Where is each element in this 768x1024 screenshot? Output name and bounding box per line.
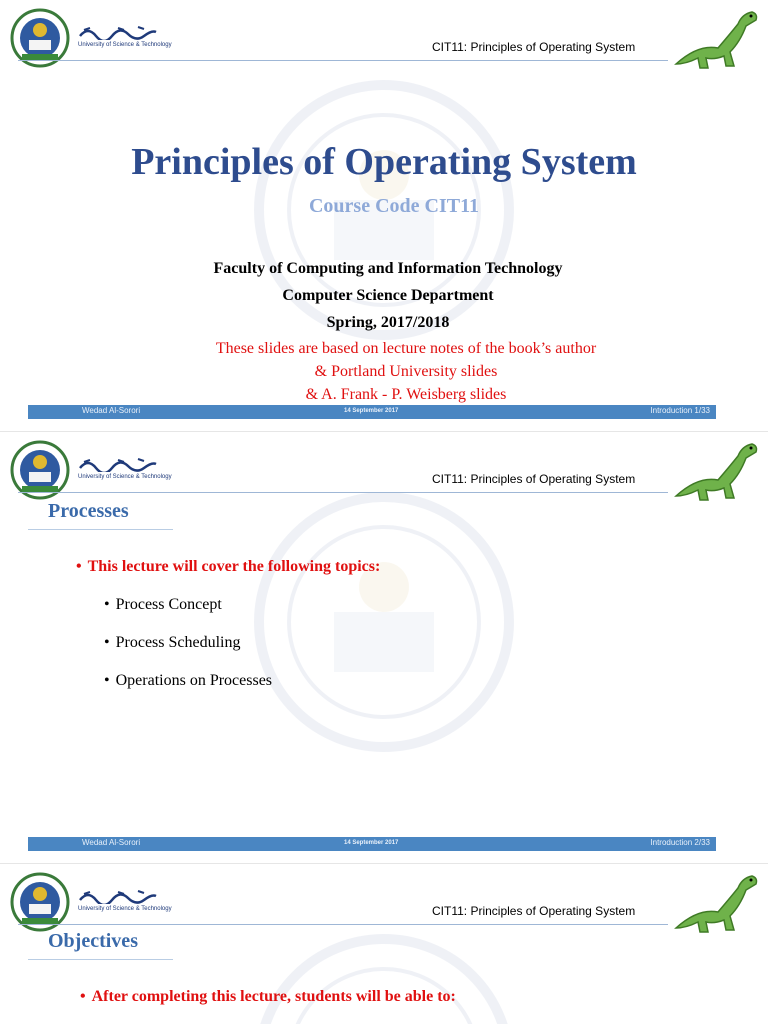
watermark-seal-icon <box>254 934 514 1024</box>
header-title: CIT11: Principles of Operating System <box>432 904 636 918</box>
objectives-slide <box>0 864 768 1024</box>
list-item <box>104 672 272 710</box>
title-slide <box>0 0 768 432</box>
university-wordmark-icon <box>78 24 158 40</box>
source-note-3: & A. Frank - P. Weisberg slides <box>305 386 507 403</box>
slide-heading: Objectives <box>48 930 138 952</box>
university-seal-icon <box>10 872 70 932</box>
intro-text: This lecture will cover the following topics: <box>87 558 381 575</box>
topic-label: Process Scheduling <box>115 634 241 651</box>
bullet-marker: • <box>80 988 86 1005</box>
dinosaur-mascot-icon <box>668 868 760 938</box>
dinosaur-mascot-icon <box>668 4 760 74</box>
bullet-marker: • <box>104 634 110 651</box>
intro-bullet <box>76 558 380 576</box>
university-name: University of Science & Technology <box>78 474 172 480</box>
faculty-name: Faculty of Computing and Information Technology <box>213 260 563 277</box>
source-note-2: & Portland University slides <box>314 363 498 380</box>
topic-label: Operations on Processes <box>115 672 273 689</box>
bullet-marker: • <box>104 672 110 689</box>
university-wordmark-icon <box>78 456 158 472</box>
bullet-marker: • <box>76 558 82 575</box>
slide-footer <box>28 405 716 419</box>
list-item <box>104 634 272 672</box>
header-rule <box>18 492 668 493</box>
processes-slide <box>0 432 768 864</box>
header-title: CIT11: Principles of Operating System <box>432 472 636 486</box>
university-seal-icon <box>10 440 70 500</box>
header-rule <box>18 924 668 925</box>
list-item <box>104 596 272 634</box>
university-wordmark-icon <box>78 888 158 904</box>
university-wordmark <box>78 456 172 486</box>
course-code: Course Code CIT11 <box>308 195 479 217</box>
footer-author: Wedad Al-Sorori <box>82 838 141 847</box>
heading-rule <box>28 529 173 530</box>
university-name: University of Science & Technology <box>78 42 172 48</box>
presentation-title: Principles of Operating System <box>131 141 637 183</box>
watermark-seal-icon <box>254 492 514 752</box>
dinosaur-mascot-icon <box>668 436 760 506</box>
slide-heading: Processes <box>48 500 129 522</box>
footer-page-number: Introduction 2/33 <box>650 838 710 847</box>
university-name: University of Science & Technology <box>78 906 172 912</box>
heading-rule <box>28 959 173 960</box>
header-title: CIT11: Principles of Operating System <box>432 40 636 54</box>
slide-footer <box>28 837 716 851</box>
footer-page-number: Introduction 1/33 <box>650 406 710 415</box>
footer-date: 14 September 2017 <box>344 840 399 846</box>
bullet-marker: • <box>104 596 110 613</box>
intro-text: After completing this lecture, students will be able to: <box>91 988 456 1005</box>
topic-list <box>104 596 272 710</box>
department-name: Computer Science Department <box>282 287 494 304</box>
university-wordmark <box>78 888 172 918</box>
footer-author: Wedad Al-Sorori <box>82 406 141 415</box>
topic-label: Process Concept <box>115 596 222 613</box>
term: Spring, 2017/2018 <box>326 314 450 331</box>
intro-bullet <box>80 988 456 1006</box>
header-rule <box>18 60 668 61</box>
university-wordmark <box>78 24 172 54</box>
university-seal-icon <box>10 8 70 68</box>
source-note-1: These slides are based on lecture notes of the book’s author <box>215 340 597 357</box>
footer-date: 14 September 2017 <box>344 408 399 414</box>
